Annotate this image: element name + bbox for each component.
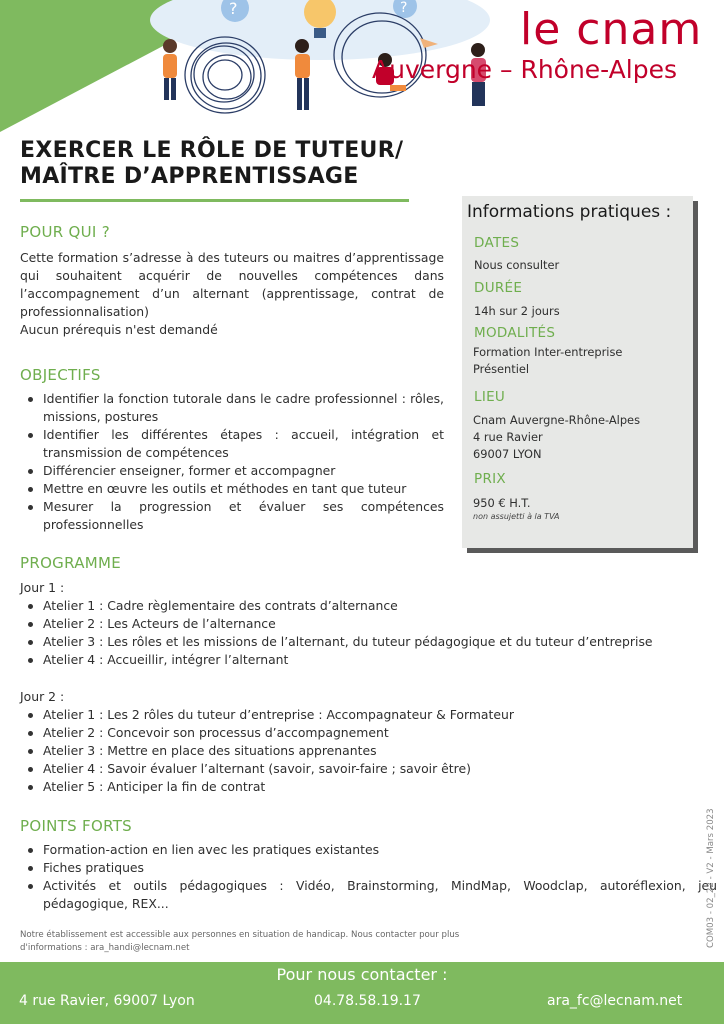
list-item: Différencier enseigner, former et accompagner: [43, 462, 444, 480]
modalites-line-2: Présentiel: [473, 362, 530, 376]
list-item: Atelier 3 : Mettre en place des situations apprenantes: [43, 742, 710, 760]
document-reference-code: COM03 - 02_22 - V2 - Mars 2023: [706, 808, 716, 948]
list-item: Atelier 1 : Cadre règlementaire des contrats d’alternance: [43, 597, 710, 615]
list-item: Activités et outils pédagogiques : Vidéo, Brainstorming, MindMap, Woodclap, autoréflexion, jeu pédagogique, REX...: [43, 878, 717, 911]
prix-label: PRIX: [474, 471, 506, 487]
info-box-title: Informations pratiques :: [467, 202, 672, 222]
title-line-2: MAÎTRE D’APPRENTISSAGE: [20, 164, 359, 189]
list-item: Atelier 4 : Savoir évaluer l’alternant (savoir, savoir-faire ; savoir être): [43, 760, 710, 778]
list-item: Identifier la fonction tutorale dans le cadre professionnel : rôles, missions, postures: [43, 391, 444, 424]
lieu-line-2: 4 rue Ravier: [473, 430, 543, 444]
footer-email[interactable]: ara_fc@lecnam.net: [547, 993, 683, 1009]
list-item: Atelier 1 : Les 2 rôles du tuteur d’entreprise : Accompagnateur & Formateur: [43, 706, 710, 724]
list-item: Mesurer la progression et évaluer ses compétences professionnelles: [43, 499, 444, 532]
duree-value: 14h sur 2 jours: [474, 304, 560, 318]
programme-heading: PROGRAMME: [20, 554, 122, 572]
list-item: Atelier 2 : Concevoir son processus d’accompagnement: [43, 724, 710, 742]
modalites-label: MODALITÉS: [474, 325, 556, 341]
dates-value: Nous consulter: [474, 258, 560, 272]
list-item: Formation-action en lien avec les pratiques existantes: [43, 841, 717, 859]
duree-label: DURÉE: [474, 280, 523, 296]
title-line-1: EXERCER LE RÔLE DE TUTEUR/: [20, 138, 404, 163]
list-item: Mettre en œuvre les outils et méthodes en tant que tuteur: [43, 480, 444, 498]
svg-text:?: ?: [400, 0, 408, 16]
jour-1-label: Jour 1 :: [20, 580, 65, 595]
prerequis-text: Aucun prérequis n'est demandé: [20, 322, 218, 337]
footer-address: 4 rue Ravier, 69007 Lyon: [19, 993, 195, 1009]
svg-text:?: ?: [229, 0, 238, 18]
list-item: Atelier 3 : Les rôles et les missions de l’alternant, du tuteur pédagogique et du tuteur d’entreprise: [43, 633, 710, 651]
pour-qui-section: [20, 249, 444, 339]
lieu-label: LIEU: [474, 389, 506, 405]
prix-value: 950 € H.T.: [473, 496, 531, 510]
points-forts-list: [20, 841, 717, 913]
accessibility-note: Notre établissement est accessible aux personnes en situation de handicap. Nous contacter pour plus d'informations : ara_handi@lecnam.net: [20, 930, 460, 953]
footer-phone[interactable]: 04.78.58.19.17: [314, 993, 421, 1009]
cnam-logo: le cnam: [520, 4, 703, 55]
objectifs-heading: OBJECTIFS: [20, 366, 101, 384]
lieu-line-1: Cnam Auvergne-Rhône-Alpes: [473, 413, 640, 427]
objectifs-list: [20, 390, 444, 534]
list-item: Atelier 2 : Les Acteurs de l’alternance: [43, 615, 710, 633]
list-item: Atelier 5 : Anticiper la fin de contrat: [43, 778, 710, 796]
footer-title: Pour nous contacter :: [276, 965, 448, 984]
jour-2-list: [20, 706, 710, 796]
page-title: [20, 138, 480, 190]
jour-1-list: [20, 597, 710, 669]
modalites-value: [473, 344, 622, 378]
points-forts-heading: POINTS FORTS: [20, 817, 132, 835]
list-item: Fiches pratiques: [43, 859, 717, 877]
region-logo-text: Auvergne – Rhône-Alpes: [372, 55, 677, 84]
programme-jour-1: [20, 579, 710, 669]
pour-qui-heading: POUR QUI ?: [20, 223, 110, 241]
programme-jour-2: [20, 688, 710, 796]
jour-2-label: Jour 2 :: [20, 689, 65, 704]
title-underline: [20, 199, 409, 202]
dates-label: DATES: [474, 235, 520, 251]
lieu-value: [473, 412, 640, 463]
list-item: Atelier 4 : Accueillir, intégrer l’alternant: [43, 651, 710, 669]
list-item: Identifier les différentes étapes : accueil, intégration et transmission de compétences: [43, 427, 444, 460]
lieu-line-3: 69007 LYON: [473, 447, 542, 461]
prix-note: non assujetti à la TVA: [473, 512, 560, 521]
pour-qui-text: Cette formation s’adresse à des tuteurs ou maitres d’apprentissage qui souhaitent acquérir de nouvelles compétences dans l’accompagnement d’un alternant (apprentissage, contrat de professionnalisation): [20, 250, 444, 319]
modalites-line-1: Formation Inter-entreprise: [473, 345, 623, 359]
